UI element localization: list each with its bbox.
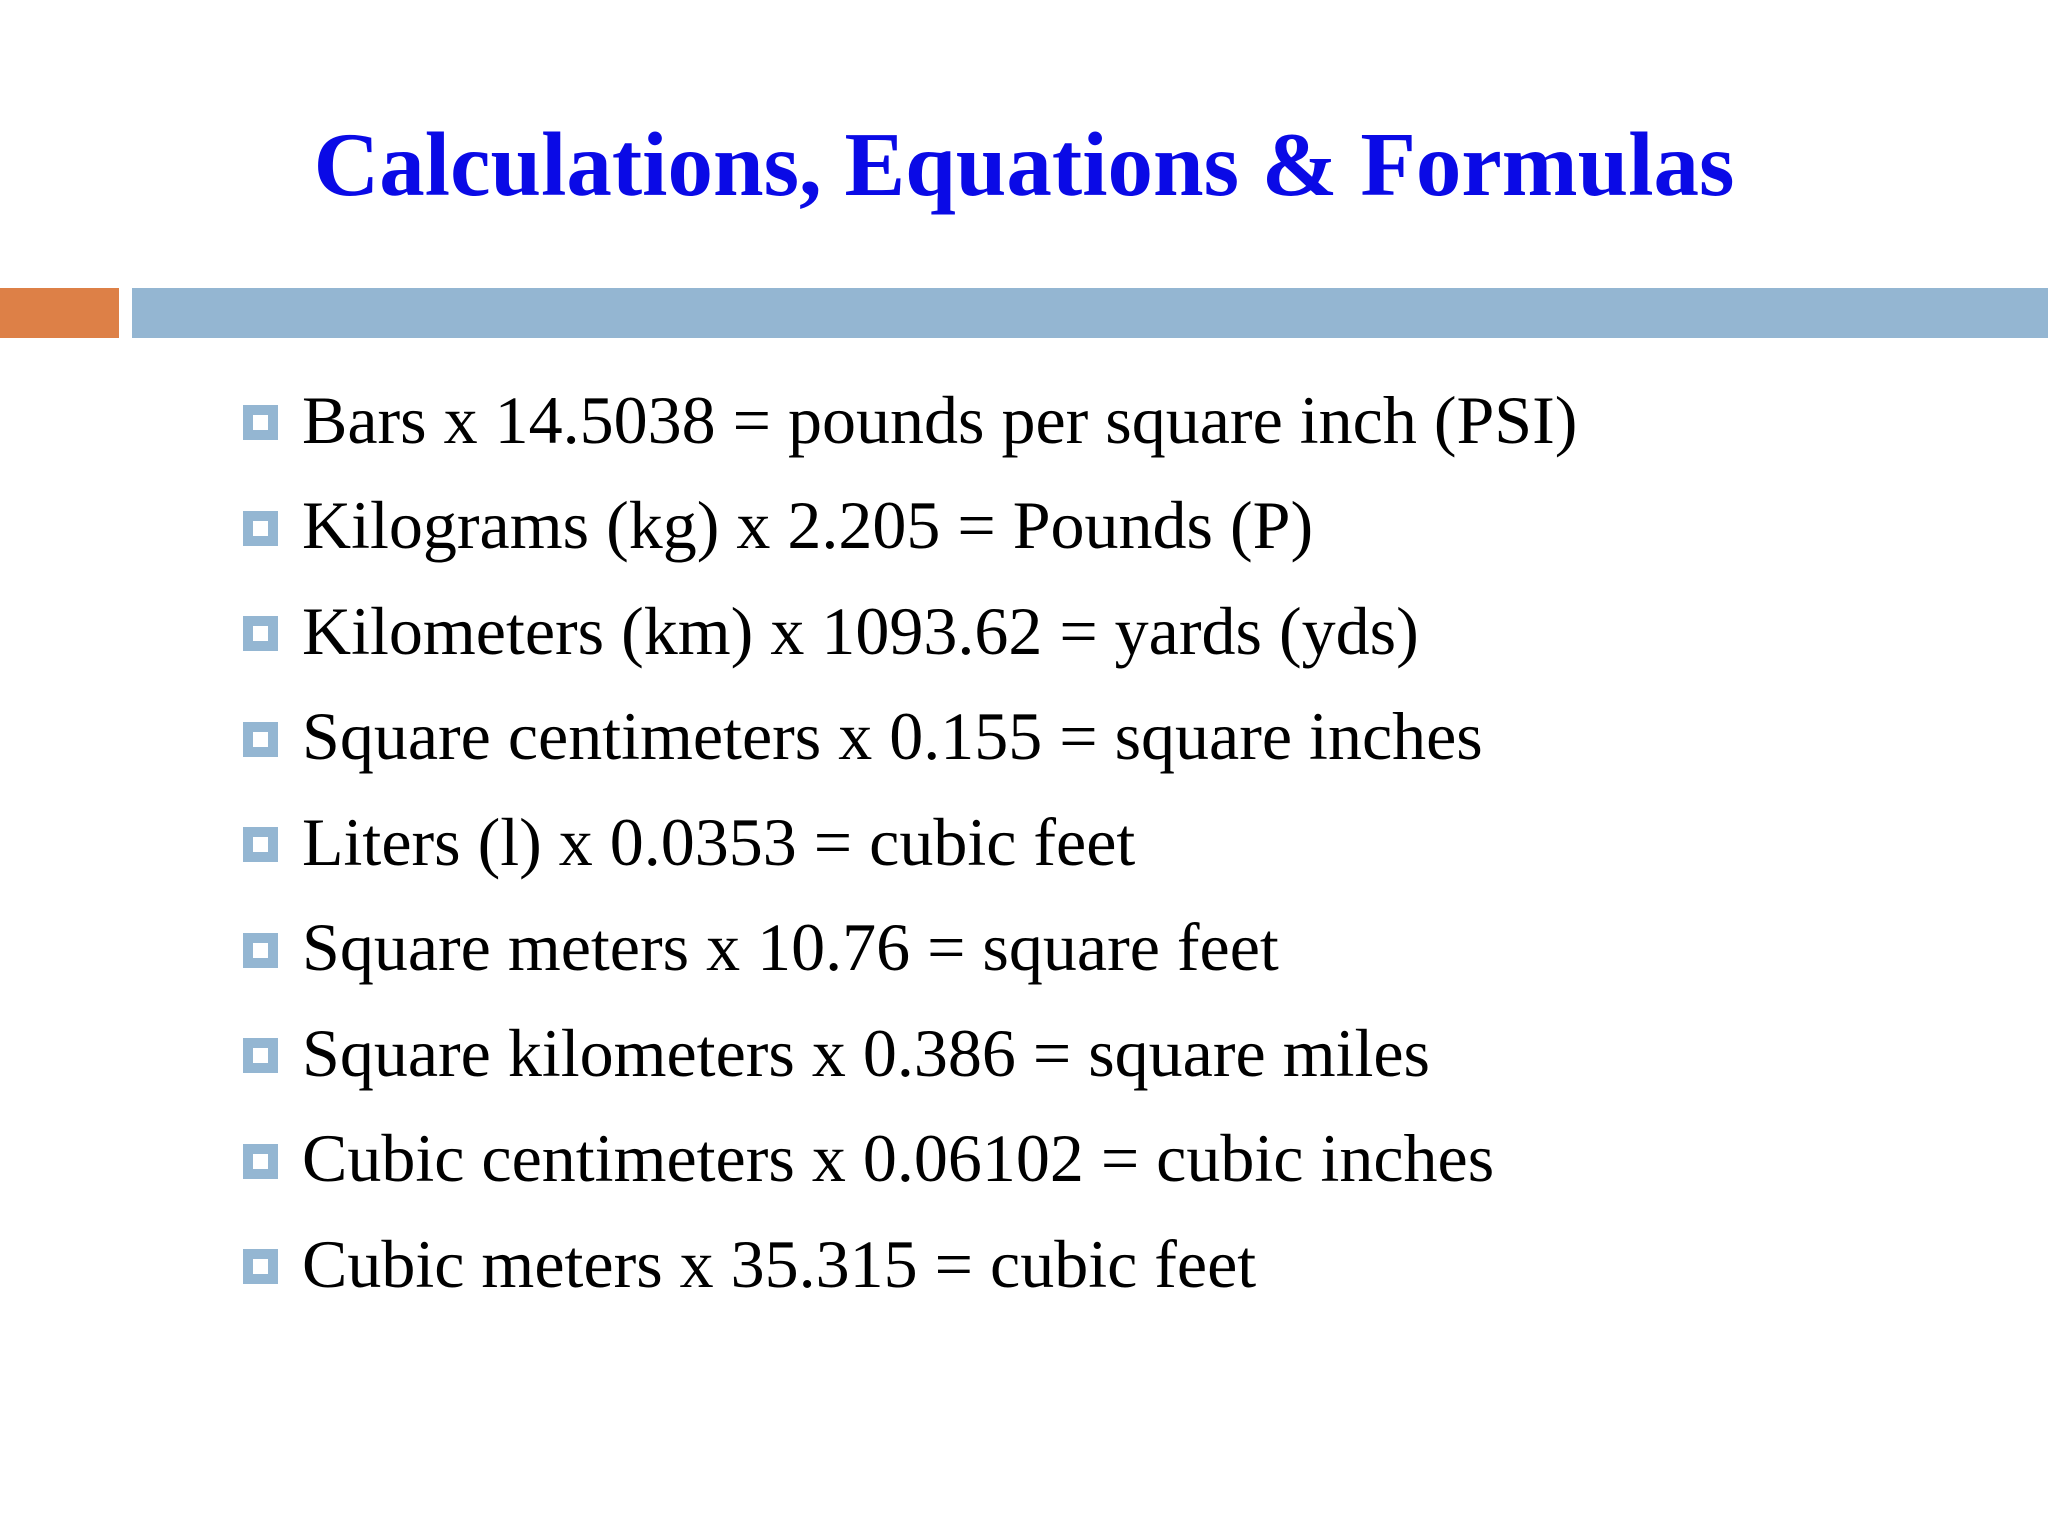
conversion-text: Bars x 14.5038 = pounds per square inch (PSI) [302,381,1578,458]
list-item [243,684,1577,790]
hollow-square-bullet-icon [243,1144,278,1179]
slide-title: Calculations, Equations & Formulas [313,114,1735,215]
list-item [243,473,1577,579]
hollow-square-bullet-icon [243,722,278,757]
conversion-text: Square kilometers x 0.386 = square miles [302,1014,1431,1091]
accent-bar-blue [132,288,2048,338]
hollow-square-bullet-icon [243,827,278,862]
list-item [243,578,1577,684]
hollow-square-bullet-icon [243,933,278,968]
hollow-square-bullet-icon [243,616,278,651]
conversion-text: Kilometers (km) x 1093.62 = yards (yds) [302,592,1419,669]
list-item [243,367,1577,473]
list-item [243,1000,1577,1106]
conversion-list [243,367,1577,1317]
accent-bar-orange [0,288,119,338]
conversion-text: Square centimeters x 0.155 = square inches [302,698,1483,775]
list-item [243,789,1577,895]
hollow-square-bullet-icon [243,511,278,546]
list-item [243,895,1577,1001]
conversion-text: Cubic meters x 35.315 = cubic feet [302,1225,1257,1302]
conversion-text: Cubic centimeters x 0.06102 = cubic inches [302,1120,1495,1197]
list-item [243,1211,1577,1317]
hollow-square-bullet-icon [243,1249,278,1284]
hollow-square-bullet-icon [243,1038,278,1073]
conversion-text: Kilograms (kg) x 2.205 = Pounds (P) [302,487,1314,564]
list-item [243,1106,1577,1212]
conversion-text: Liters (l) x 0.0353 = cubic feet [302,803,1136,880]
hollow-square-bullet-icon [243,405,278,440]
conversion-text: Square meters x 10.76 = square feet [302,909,1279,986]
